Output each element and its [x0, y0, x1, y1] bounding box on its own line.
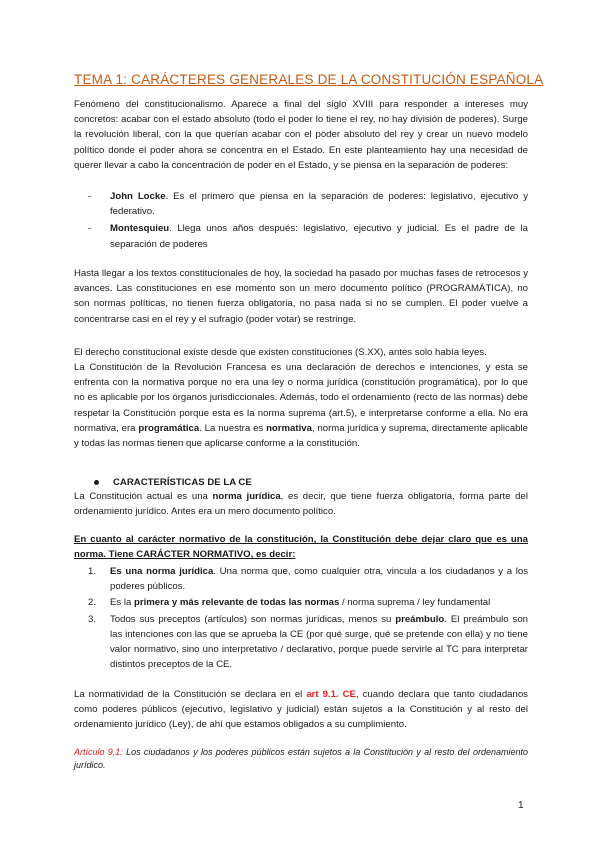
- intro-paragraph: Fenómeno del constitucionalismo. Aparece a final del siglo XVIII para responder a intereses muy concretos: acabar con el estado absoluto (todo el poder lo tiene el rey, no hay división de poderes). Surge la revolución liberal, con la que querían acabar con el poder absoluto del rey y crear un nuevo modelo político donde el poder ahora se concentra en el Estado. En este planteamiento hay una necesidad de querer llevar a cabo la concentración de poder en el Estado, y se piensa en la separación de poderes:: [74, 99, 528, 171]
- quote-label: Artículo 9.1:: [74, 747, 123, 757]
- bullet-icon: [94, 480, 99, 485]
- normative-character-heading: En cuanto al carácter normativo de la constitución, la Constitución debe dejar claro que es una norma. Tiene CARÁCTER NORMATIVO, es decir:: [74, 534, 528, 561]
- thinker-name: Montesquieu: [110, 223, 170, 235]
- thinker-name: John Locke: [110, 191, 166, 202]
- quote-text: Los ciudadanos y los poderes públicos están sujetos a la Constitución y al resto del ordenamiento jurídico.: [74, 747, 528, 770]
- thinker-text: . Es el primero que piensa en la separación de poderes: legislativo, ejecutivo y federativo.: [110, 191, 529, 218]
- thinker-text: . Llega unos años después: legislativo, ejecutivo y judicial. Es el padre de la separación de poderes: [110, 223, 528, 250]
- list-item: - Montesquieu. Llega unos años después: legislativo, ejecutivo y judicial. Es el padre de la separación de poderes: [88, 223, 528, 250]
- article-reference: art 9.1. CE: [306, 689, 356, 700]
- list-item: - John Locke. Es el primero que piensa en la separación de poderes: legislativo, ejecutivo y federativo.: [88, 191, 529, 218]
- current-constitution-paragraph: La Constitución actual es una norma jurídica, es decir, que tiene fuerza obligatoria, forma parte del ordenamiento jurídico. Antes era un mero documento político.: [74, 491, 528, 518]
- list-item: 1. Es una norma jurídica. Una norma que, como cualquier otra, vincula a los ciudadanos y a los poderes públicos.: [88, 566, 528, 593]
- page-number: 1: [518, 800, 524, 811]
- thinkers-list: [88, 189, 528, 254]
- normativity-paragraph: La normatividad de la Constitución se declara en el art 9.1. CE, cuando declara que tanto ciudadanos como poderes públicos (ejecutivo, legislativo y judicial) están sujetos a la Constitución y al resto del ordenamiento jurídico (Ley), de ahí que estamos obligados a su cumplimiento.: [74, 689, 528, 731]
- section-heading: CARACTERÍSTICAS DE LA CE: [94, 475, 252, 490]
- french-revolution-paragraph: La Constitución de la Revolución Francesa es una declaración de derechos e intenciones, y esta se enfrenta con la normativa porque no era una ley o norma jurídica (constitución programática), por lo que no es aplicable por los órganos jurisdiccionales. Además, todo el ordenamiento (recto de las normas) debe respetar la Constitución porque esta es la norma suprema (art.5), e interpretarse conforme a ella. No era normativa, era programática. La nuestra es normativa, norma jurídica y suprema, directamente aplicable y todas las normas tienen que aplicarse conforme a la constitución.: [74, 362, 528, 450]
- page-title: TEMA 1: CARÁCTERES GENERALES DE LA CONSTITUCIÓN ESPAÑOLA: [74, 72, 544, 87]
- history-paragraph: Hasta llegar a los textos constitucionales de hoy, la sociedad ha pasado por muchas fases de retrocesos y avances. Las constituciones en ese momento son un mero documento político (PROGRAMÁTICA), no son normas políticas, no tienen fuerza obligatoria, no pasa nada si no se cumplen. El poder vuelve a concentrarse casi en el rey y el sufragio (poder votar) se restringe.: [74, 268, 528, 325]
- list-item: 3. Todos sus preceptos (artículos) son normas jurídicas, menos su preámbulo. El preámbulo son las intenciones con las que se aprueba la CE (por qué surge, qué se pretende con ella) y no tiene valor normativo, sino uno interpretativo / declarativo, porque puede servirle al TC para interpretar distintos preceptos de la CE.: [88, 613, 528, 671]
- article-quote: [74, 746, 528, 772]
- list-item: 2. Es la primera y más relevante de todas las normas / norma suprema / ley fundamental: [88, 597, 491, 609]
- constitutional-law-paragraph: El derecho constitucional existe desde que existen constituciones (S.XX), antes solo había leyes.: [74, 347, 487, 358]
- normative-list: [88, 564, 528, 673]
